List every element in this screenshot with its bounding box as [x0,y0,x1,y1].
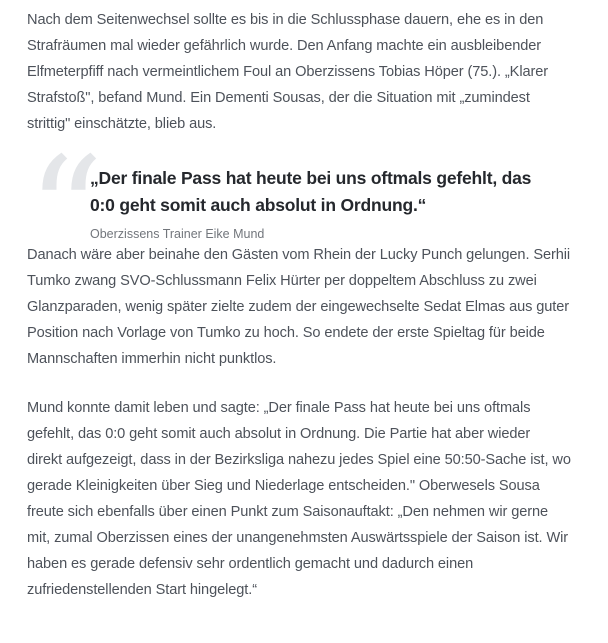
paragraph-1: Nach dem Seitenwechsel sollte es bis in die Schlussphase dauern, ehe es in den Strafräumen mal wieder gefährlich wurde. Den Anfang machte ein ausbleibender Elfmeterpfiff nach vermeintlichem Foul an Oberzissens Tobias Höper (75.). „Klarer Strafstoß", befand Mund. Ein Dementi Sousas, der die Situation mit „zumindest strittig" einschätzte, blieb aus. [27,12,549,132]
quote-text: „Der finale Pass hat heute bei uns oftmals gefehlt, das 0:0 geht somit auch absolut in Ordnung.“ [90,168,532,215]
quote-icon-column [27,126,104,300]
pullquote-block [27,126,582,300]
paragraph-2: Danach wäre aber beinahe den Gästen vom Rhein der Lucky Punch gelungen. Serhii Tumko zwang SVO-Schlussmann Felix Hürter per doppeltem Abschluss zu zwei Glanzparaden, wenig später zielte zudem der eingewechselte Sedat Elmas aus guter Position nach Vorlage von Tumko zu hoch. So endete der erste Spieltag für beide Mannschaften immerhin nicht punktlos. [27,247,571,367]
opening-quote-icon: “ [27,126,104,300]
paragraph-3: Mund konnte damit leben und sagte: „Der finale Pass hat heute bei uns oftmals gefehlt, das 0:0 geht somit auch absolut in Ordnung. Die Partie hat aber wieder direkt aufgezeigt, dass in der Bezirksliga nahezu jedes Spiel eine 50:50-Sache ist, wo gerade Kleinigkeiten über Sieg und Niederlage entscheiden." Oberwesels Sousa freute sich ebenfalls über einen Punkt zum Saisonauftakt: „Den nehmen wir gerne mit, zumal Oberzissen eines der unangenehmsten Auswärtsspiele der Saison ist. Wir haben es gerade defensiv sehr ordentlich gemacht und dadurch einen zufriedenstellenden Start hingelegt.“ [27,400,571,598]
quote-content [90,165,531,242]
quote-attribution: Oberzissens Trainer Eike Mund [90,227,265,241]
